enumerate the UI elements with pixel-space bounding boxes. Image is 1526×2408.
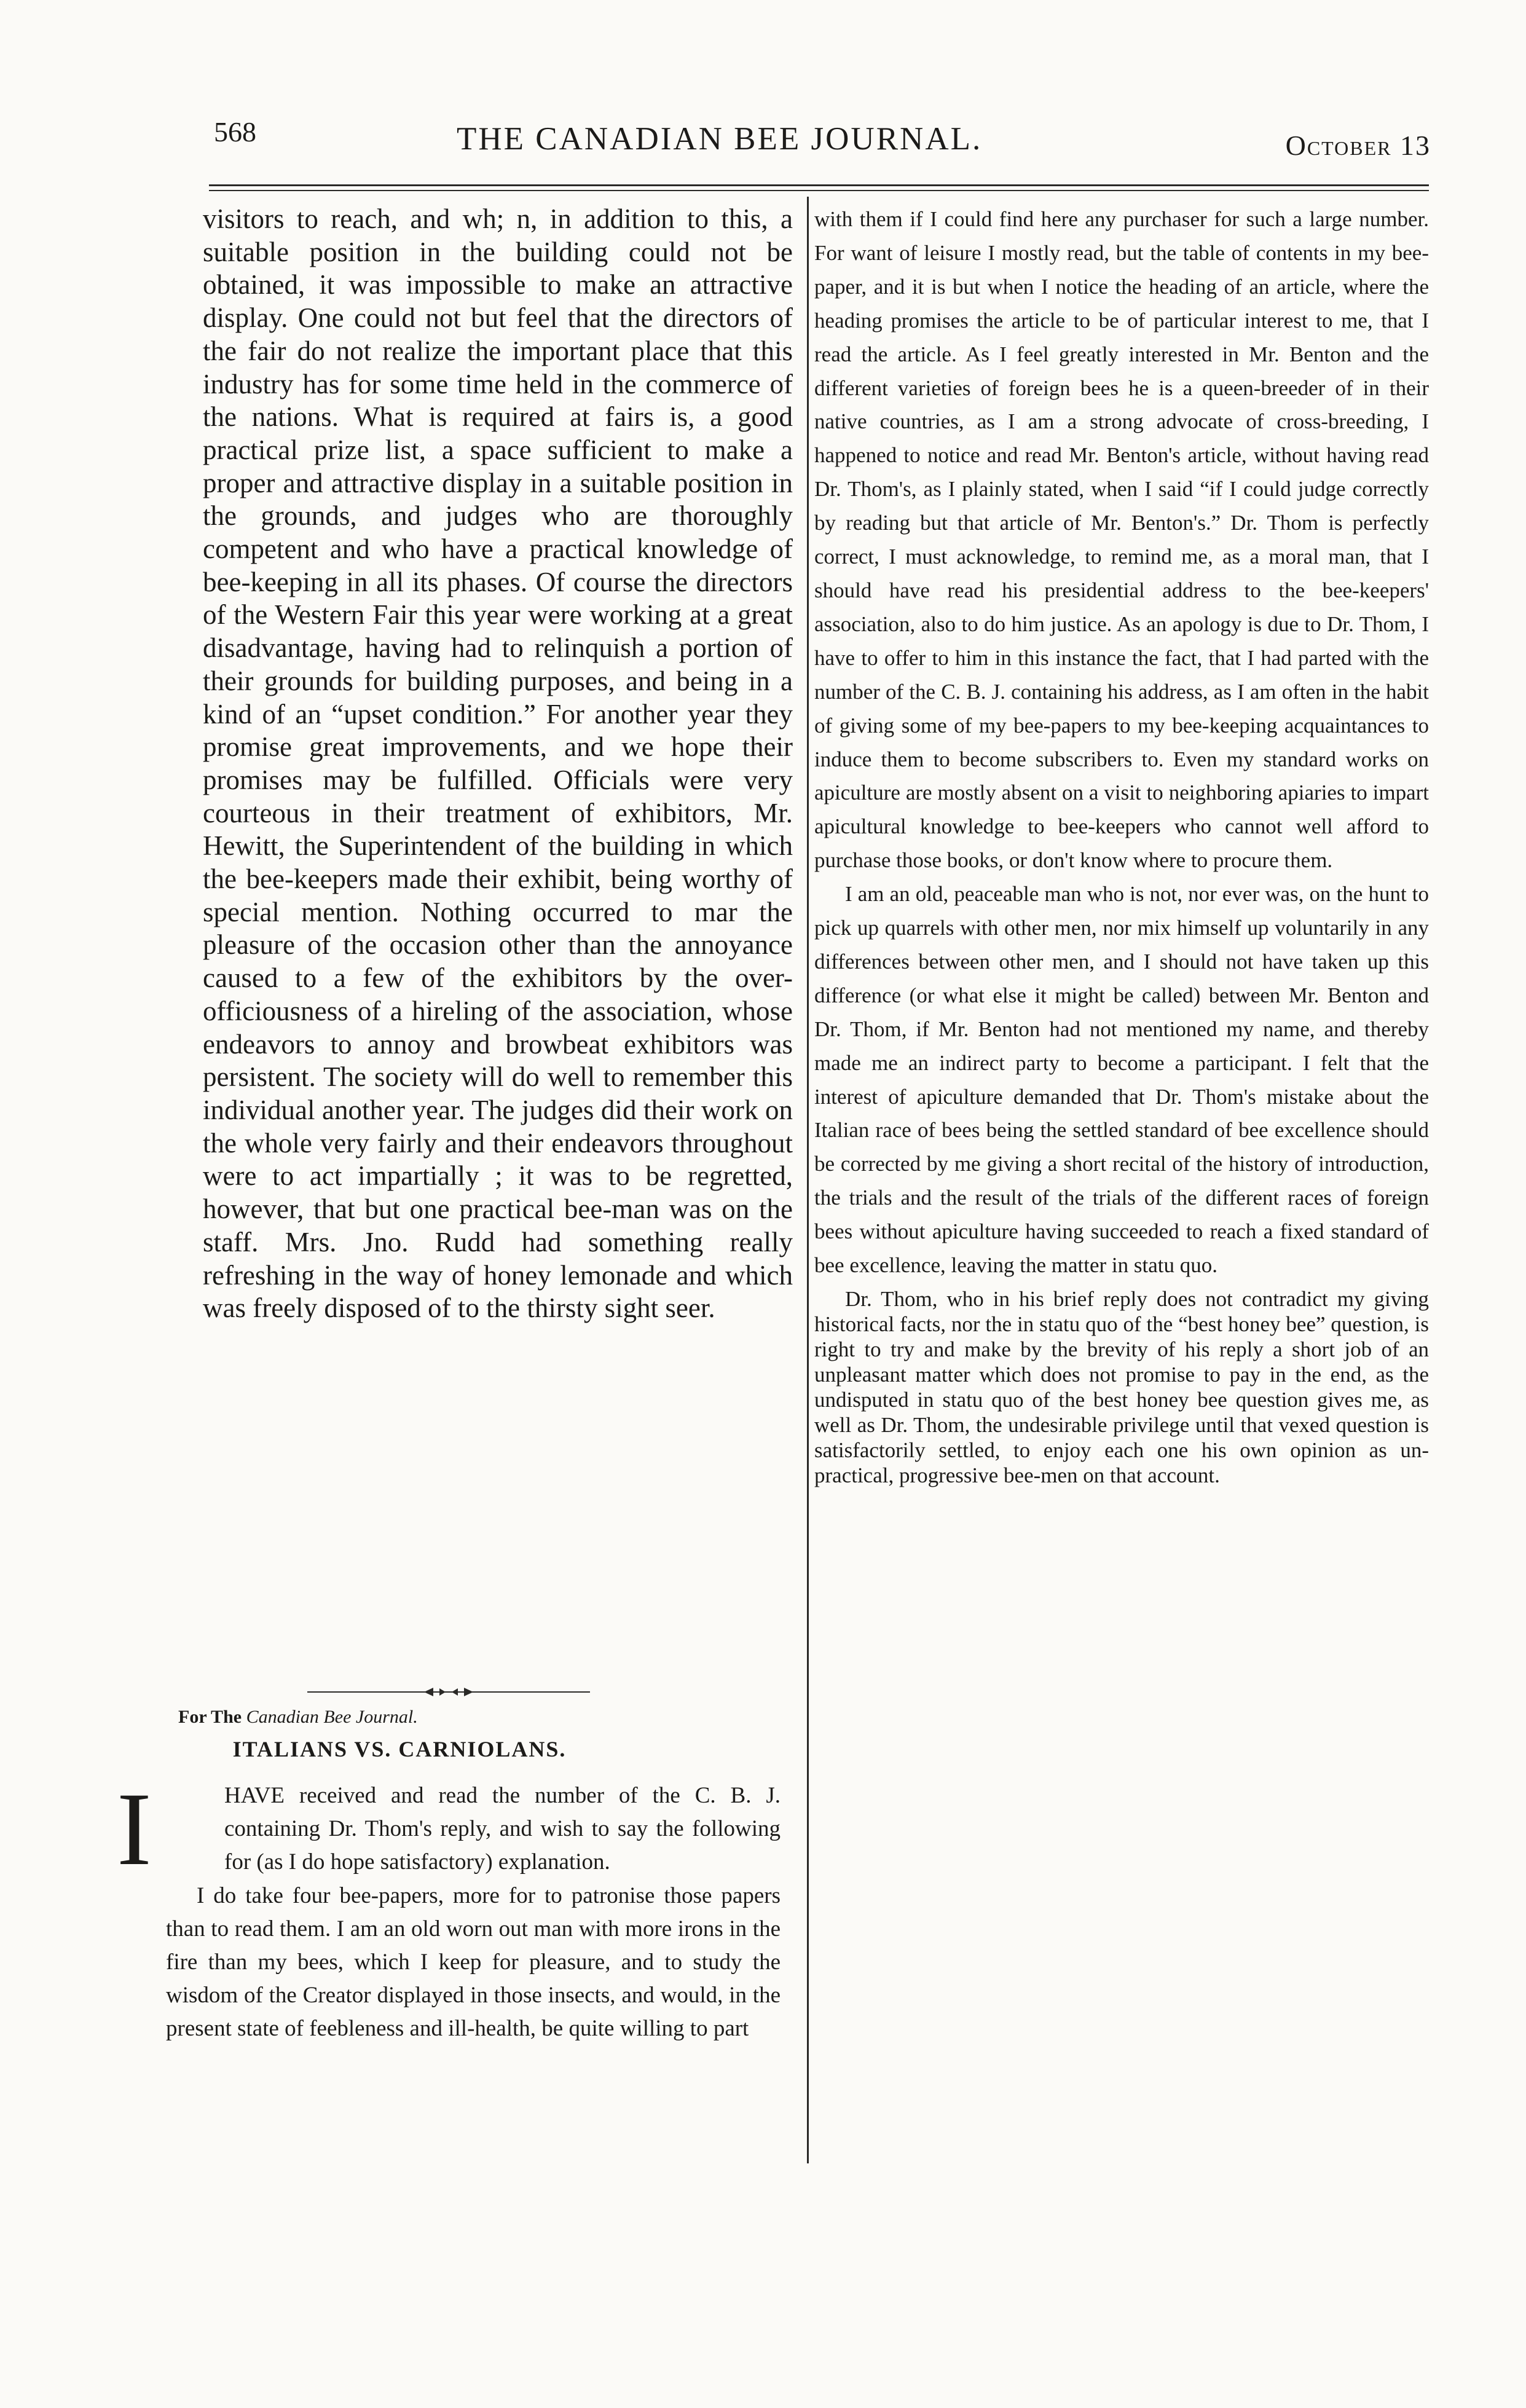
paragraph: I am an old, peaceable man who is not, nor ever was, on the hunt to pick up quarrels with other men, nor mix himself up voluntarily in any differences between other men, and I should not have taken up this difference (or what else it might be called) between Mr. Benton and Dr. Thom, if Mr. Benton had not mentioned my name, and thereby made me an indirect party to become a participant. I felt that the interest of apiculture demanded that Dr. Thom's mistake about the Italian race of bees being the settled standard of bee excellence should be corrected by me giving a short recital of the history of introduction, the trials and the result of the trials of the different races of foreign bees without apiculture having succeeded to reach a fixed standard of bee excellence, leaving the matter in statu quo.	[814, 882, 1429, 1278]
header-rule-top	[209, 184, 1429, 186]
article-opening-paragraph	[117, 1771, 781, 1887]
paragraph: with them if I could find here any purchaser for such a large number. For want of leisure I mostly read, but the table of contents in my bee-paper, and it is but when I notice the heading of an article, where the heading promises the article to be of particular interest to me, that I read the article. As I feel greatly interested in Mr. Benton and the different varieties of foreign bees he is a queen-breeder of in their native countries, as I am a strong advocate of cross-breeding, I happened to notice and read Mr. Benton's article, without having read Dr. Thom's, as I plainly stated, when I said “if I could judge correctly by reading but that article of Mr. Benton's.” Dr. Thom is perfectly correct, I must acknowledge, to remind me, as a moral man, that I should have read his presidential address to the bee-keepers' association, also to do him justice. As an apology is due to Dr. Thom, I have to offer to him in this instance the fact, that I had parted with the number of the C. B. J. containing his address, as I am often in the habit of giving some of my bee-papers to my bee-keeping acquaintances to induce them to become subscribers to. Even my standard works on apiculture are mostly absent on a visit to neighboring apiaries to impart apicultural knowledge to bee-keepers who cannot well afford to purchase those books, or don't know where to procure them.	[814, 207, 1429, 873]
left-column-continued-text	[203, 203, 793, 1325]
paragraph-text: HAVE received and read the number of the C. B. J. containing Dr. Thom's reply, and wish to say the following for (as I do hope satisfactory) explanation.	[224, 1783, 781, 1875]
paragraph: I do take four bee-papers, more for to patronise those papers than to read them. I am an old worn out man with more irons in the fire than my bees, which I keep for pleasure, and to study the wisdom of the Creator displayed in those insects, and would, in the present state of feebleness and ill-health, be quite willing to part	[166, 1883, 781, 2042]
article-left-column	[117, 1771, 781, 2046]
article-title: ITALIANS VS. CARNIOLANS.	[232, 1737, 567, 1761]
drop-cap: I	[117, 1771, 152, 1887]
column-divider	[807, 197, 809, 2163]
paragraph: Dr. Thom, who in his brief reply does not contradict my giving historical facts, nor the in statu quo of the “best honey bee” question, is right to try and make by the brevity of his reply a short job of an unpleasant matter which does not promise to pay in the end, as the undisputed in statu quo of the best honey bee question gives me, as well as Dr. Thom, the undesirable privilege until that vexed question is satisfactorily settled, to enjoy each one his own opinion as un-practical, progressive bee-men on that account.	[814, 1287, 1429, 1487]
page-number: 568	[214, 116, 256, 148]
closing-paragraph-block	[814, 1286, 1429, 1488]
paragraph: visitors to reach, and wh; n, in addition to this, a suitable position in the building could not be obtained, it was impossible to make an attractive display. One could not but feel that the directors of the fair do not realize the important place that this industry has for some time held in the commerce of the nations. What is required at fairs is, a good practical prize list, a space sufficient to make a proper and attractive display in a suitable position in the grounds, and judges who are thoroughly competent and who have a practical knowledge of bee-keeping in all its phases. Of course the directors of the Western Fair this year were working at a great disadvantage, having had to relinquish a portion of their grounds for building purposes, and being in a kind of an “upset condition.” For another year they promise great improvements, and we hope their promises may be fulfilled. Officials were very courteous in their treatment of exhibitors, Mr. Hewitt, the Superintendent of the building in which the bee-keepers made their exhibit, being worthy of special mention. Nothing occurred to mar the pleasure of the occasion other than the annoyance caused to a few of the exhibitors by the over-officiousness of a hireling of the association, whose endeavors to annoy and browbeat exhibitors was persistent. The society will do well to remember this individual another year. The judges did their work on the whole very fairly and their endeavors throughout were to act impartially ; it was to be regretted, however, that but one practical bee-man was on the staff. Mrs. Jno. Rudd had something really refreshing in the way of honey lemonade and which was freely disposed of to the thirsty sight seer.	[203, 203, 793, 1324]
page-header	[214, 116, 1431, 177]
header-rule-bottom	[209, 190, 1429, 191]
article-source-line	[178, 1707, 418, 1728]
section-divider-ornament	[307, 1686, 590, 1698]
journal-title: THE CANADIAN BEE JOURNAL.	[457, 121, 983, 157]
source-prefix: For The	[178, 1707, 246, 1727]
right-column	[814, 203, 1429, 1488]
source-journal: Canadian Bee Journal.	[246, 1707, 418, 1727]
issue-date: October 13	[1285, 130, 1431, 161]
